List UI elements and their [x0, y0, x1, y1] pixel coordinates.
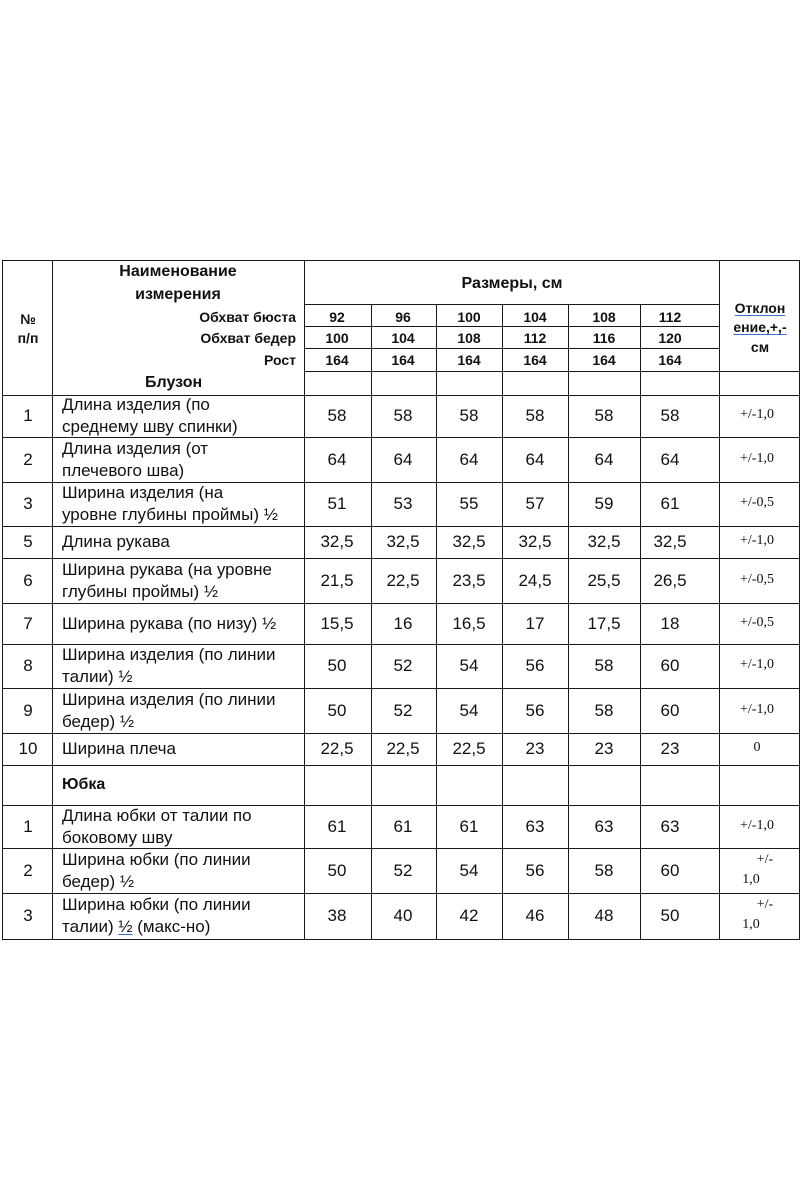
size-value: 52 [393, 860, 413, 880]
hip-value: 120 [658, 330, 682, 346]
size-value: 63 [525, 816, 545, 836]
height-divider [304, 371, 719, 372]
tolerance-value: 1,0 [742, 917, 760, 932]
size-value: 16,5 [452, 613, 486, 633]
bust-value: 96 [395, 309, 411, 325]
size-value: 26,5 [653, 570, 687, 590]
size-value: 16 [393, 613, 413, 633]
measurement-name: плечевого шва) [62, 460, 185, 480]
size-value: 64 [327, 449, 347, 469]
bust-label: Обхват бюста [199, 309, 296, 325]
row-divider [2, 437, 800, 438]
hip-value: 104 [391, 330, 415, 346]
size-value: 23 [594, 739, 614, 758]
size-col-divider [640, 304, 641, 940]
height-value: 164 [457, 352, 481, 368]
row-divider [2, 526, 800, 527]
size-value: 54 [459, 700, 479, 720]
size-value: 17,5 [587, 613, 621, 633]
bust-value: 108 [592, 309, 616, 325]
size-col-divider [502, 304, 503, 940]
measurement-name: Ширина изделия (по линии [62, 689, 276, 709]
row-divider [2, 765, 800, 766]
size-value: 58 [393, 406, 413, 425]
size-value: 64 [594, 449, 614, 469]
size-value: 25,5 [587, 570, 621, 590]
row-number: 3 [23, 494, 33, 513]
size-value: 22,5 [386, 739, 420, 758]
size-value: 57 [525, 494, 545, 513]
row-divider [2, 603, 800, 604]
size-value: 54 [459, 860, 479, 880]
size-value: 58 [594, 406, 614, 425]
measurement-name: боковому шву [62, 827, 173, 847]
size-value: 32,5 [518, 532, 552, 551]
row-number: 1 [23, 406, 33, 425]
measurement-name: Ширина плеча [62, 739, 176, 758]
hip-divider [304, 348, 719, 349]
size-value: 22,5 [386, 570, 420, 590]
measurement-name: Длина изделия (от [62, 438, 209, 458]
row-number: 3 [23, 906, 33, 925]
table-top-border [2, 260, 800, 261]
size-value: 50 [327, 656, 347, 675]
row-number: 6 [23, 570, 33, 590]
size-value: 40 [393, 906, 413, 925]
row-number: 2 [23, 860, 33, 880]
row-divider [2, 688, 800, 689]
row-number: 9 [23, 700, 33, 720]
row-number: 10 [18, 739, 38, 758]
bust-value: 104 [523, 309, 547, 325]
size-value: 61 [459, 816, 479, 836]
size-value: 53 [393, 494, 413, 513]
size-value: 58 [594, 656, 614, 675]
size-value: 55 [459, 494, 479, 513]
size-col-divider [568, 304, 569, 940]
size-value: 42 [459, 906, 479, 925]
size-value: 21,5 [320, 570, 354, 590]
size-value: 64 [660, 449, 680, 469]
sizes-divider [304, 304, 719, 305]
tolerance-divider [719, 371, 800, 372]
size-value: 22,5 [320, 739, 354, 758]
size-value: 58 [594, 860, 614, 880]
size-value: 64 [393, 449, 413, 469]
row-number: 7 [23, 613, 33, 633]
size-value: 50 [327, 700, 347, 720]
size-value: 32,5 [452, 532, 486, 551]
size-value: 52 [393, 700, 413, 720]
measurement-name: талии) ½ (макс-но) [62, 917, 211, 936]
hip-label: Обхват бедер [200, 330, 296, 346]
measurement-name: уровне глубины проймы) ½ [62, 505, 278, 524]
bust-value: 92 [329, 309, 345, 325]
measurement-name: Ширина изделия (на [62, 483, 224, 502]
measurement-name: Ширина юбки (по линии [62, 895, 251, 914]
height-value: 164 [325, 352, 349, 368]
tolerance-header: Отклон [734, 300, 786, 316]
bust-value: 112 [658, 309, 682, 325]
size-value: 61 [327, 816, 347, 836]
tolerance-value: +/-1,0 [740, 407, 774, 422]
tolerance-value: +/-0,5 [740, 571, 774, 587]
size-value: 22,5 [452, 739, 486, 758]
measurement-name: Длина юбки от талии по [62, 805, 252, 825]
size-value: 64 [459, 449, 479, 469]
size-value: 48 [594, 906, 614, 925]
size-value: 58 [594, 700, 614, 720]
col-name-divider [304, 260, 305, 940]
tolerance-header-2: ение,+,- [733, 319, 787, 335]
hip-value: 100 [325, 330, 349, 346]
size-col-divider [436, 304, 437, 940]
size-value: 58 [459, 406, 479, 425]
tolerance-value: +/- [756, 851, 774, 867]
size-value: 60 [660, 860, 680, 880]
measurement-name: талии) ½ [62, 667, 133, 686]
size-value: 23,5 [452, 570, 486, 590]
tolerance-value: +/-1,0 [740, 657, 774, 672]
measurement-name: Ширина юбки (по линии [62, 849, 251, 869]
row-divider [2, 733, 800, 734]
size-value: 32,5 [653, 532, 687, 551]
size-value: 46 [525, 906, 545, 925]
size-value: 60 [660, 656, 680, 675]
measurement-name: бедер) ½ [62, 711, 135, 731]
border-left [2, 260, 3, 940]
measurement-name: глубины проймы) ½ [62, 581, 219, 601]
size-value: 58 [660, 406, 680, 425]
section-title: Блузон [145, 374, 203, 391]
size-value: 56 [525, 656, 545, 675]
hip-value: 108 [457, 330, 481, 346]
size-col-divider [371, 304, 372, 940]
size-value: 51 [327, 494, 347, 513]
hip-value: 116 [592, 330, 616, 346]
row-number: 1 [23, 816, 33, 836]
tolerance-value: 0 [753, 740, 761, 755]
height-label: Рост [264, 352, 296, 368]
measurement-name: среднему шву спинки) [62, 417, 238, 436]
tolerance-header-3: см [750, 339, 770, 355]
size-value: 23 [660, 739, 680, 758]
measurement-name: Ширина рукава (на уровне [62, 559, 272, 579]
row-divider [2, 558, 800, 559]
row-number-header: п/п [17, 330, 39, 346]
size-value: 58 [327, 406, 347, 425]
tolerance-value: +/- [756, 897, 774, 912]
height-value: 164 [523, 352, 547, 368]
measurement-name: бедер) ½ [62, 871, 135, 891]
measurement-name: Ширина изделия (по линии [62, 645, 276, 664]
row-number: 8 [23, 656, 33, 675]
section-title: Юбка [62, 776, 106, 793]
size-value: 18 [660, 613, 680, 633]
size-value: 32,5 [587, 532, 621, 551]
tolerance-value: +/-1,0 [740, 533, 774, 548]
size-value: 32,5 [320, 532, 354, 551]
tolerance-value: 1,0 [742, 871, 760, 887]
hip-value: 112 [523, 330, 547, 346]
row-divider [2, 848, 800, 849]
size-value: 50 [327, 860, 347, 880]
tolerance-value: +/-0,5 [740, 614, 774, 630]
size-value: 59 [594, 494, 614, 513]
size-value: 56 [525, 860, 545, 880]
size-value: 56 [525, 700, 545, 720]
height-value: 164 [592, 352, 616, 368]
tolerance-value: +/-1,0 [740, 450, 774, 466]
bust-divider [304, 326, 719, 327]
row-number-header: № [20, 311, 36, 327]
row-number: 2 [23, 449, 33, 469]
row-divider [2, 893, 800, 894]
tolerance-value: +/-1,0 [740, 817, 774, 833]
size-value: 58 [525, 406, 545, 425]
height-value: 164 [658, 352, 682, 368]
header-name-label-2: измерения [135, 286, 221, 303]
sizes-title: Размеры, см [461, 275, 563, 292]
size-value: 63 [594, 816, 614, 836]
size-value: 63 [660, 816, 680, 836]
size-value: 24,5 [518, 570, 552, 590]
size-value: 60 [660, 700, 680, 720]
measurement-name: Ширина рукава (по низу) ½ [62, 613, 277, 633]
size-value: 50 [660, 906, 680, 925]
size-value: 23 [525, 739, 545, 758]
size-value: 52 [393, 656, 413, 675]
size-value: 32,5 [386, 532, 420, 551]
measurement-name: Длина рукава [62, 532, 170, 551]
size-value: 54 [459, 656, 479, 675]
col-num-divider [52, 260, 53, 940]
size-value: 15,5 [320, 613, 354, 633]
col-tolerance-divider [719, 260, 720, 940]
row-number: 5 [23, 532, 33, 551]
size-value: 17 [525, 613, 545, 633]
row-divider [2, 939, 800, 940]
tolerance-value: +/-0,5 [740, 495, 774, 510]
size-value: 38 [327, 906, 347, 925]
header-name-label: Наименование [119, 263, 237, 280]
bust-value: 100 [457, 309, 481, 325]
measurement-name: Длина изделия (по [62, 395, 210, 414]
size-value: 61 [393, 816, 413, 836]
tolerance-value: +/-1,0 [740, 701, 774, 717]
size-value: 64 [525, 449, 545, 469]
height-value: 164 [391, 352, 415, 368]
size-value: 61 [660, 494, 680, 513]
